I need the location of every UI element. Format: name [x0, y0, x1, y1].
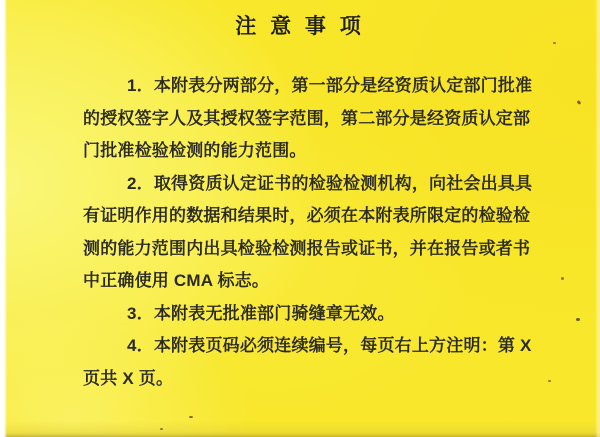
- page-title: 注 意 事 项: [235, 15, 365, 38]
- paper-speck: [561, 277, 564, 280]
- paper-speck: [160, 428, 163, 430]
- text-line: 测的能力范围内出具检验检测报告或证书，并在报告或者书: [83, 238, 531, 258]
- paper-speck: [576, 318, 580, 321]
- text-line: 页共 X 页。: [83, 368, 174, 388]
- text-line: 2．取得资质认定证书的检验检测机构，向社会出具具: [127, 173, 533, 193]
- paper-speck: [553, 42, 556, 44]
- text-line: 门批准检验检测的能力范围。: [83, 141, 307, 160]
- text-line: 4．本附表页码必须连续编号，每页右上方注明：第 X: [127, 336, 532, 355]
- text-line: 有证明作用的数据和结果时，必须在本附表所限定的检验检: [83, 206, 531, 225]
- text-line: 的授权签字人及其授权签字范围，第二部分是经资质认定部: [83, 108, 531, 128]
- paper-speck: [577, 100, 582, 105]
- paper-speck: [189, 416, 193, 418]
- text-line: 3．本附表无批准部门骑缝章无效。: [127, 303, 395, 323]
- text-line: 中正确使用 CMA 标志。: [83, 271, 270, 290]
- notice-body: [83, 70, 543, 395]
- text-line: 1．本附表分两部分，第一部分是经资质认定部门批准: [127, 76, 533, 95]
- paper-speck: [548, 380, 551, 382]
